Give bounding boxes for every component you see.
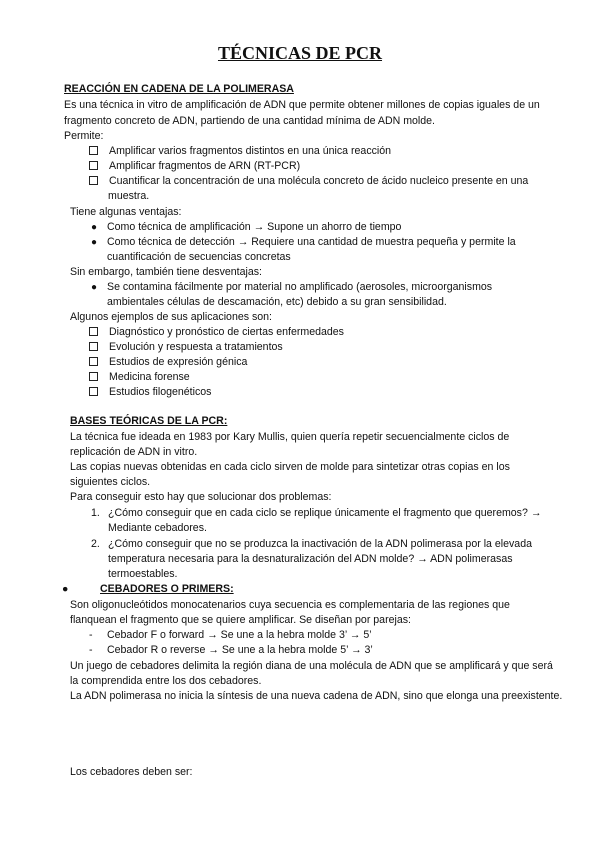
paragraph-line: La técnica fue ideada en 1983 por Kary Mullis, quien quería repetir secuencialmente ciclos de: [70, 431, 510, 443]
paragraph-line: Son oligonucleótidos monocatenarios cuya secuencia es complementaria de las regiones que: [70, 599, 510, 611]
list-item: Estudios de expresión génica: [89, 355, 247, 370]
numbered-item: 2. ¿Cómo conseguir que no se produzca la inactivación de la ADN polimerasa por la elevada: [91, 538, 532, 550]
checkbox-icon: [89, 372, 98, 381]
desventajas-label: Sin embargo, también tiene desventajas:: [70, 266, 262, 278]
checkbox-icon: [89, 387, 98, 396]
bullet-icon: ●: [91, 222, 98, 233]
ventajas-label: Tiene algunas ventajas:: [70, 206, 182, 218]
numbered-item-continuation: termoestables.: [108, 568, 178, 580]
paragraph-line: La ADN polimerasa no inicia la síntesis de una nueva cadena de ADN, sino que elonga una preexistente.: [70, 690, 563, 702]
section-heading-bases: BASES TEÓRICAS DE LA PCR:: [70, 415, 228, 427]
checkbox-icon: [89, 146, 98, 155]
paragraph-line: replicación de ADN in vitro.: [70, 446, 198, 458]
permite-label: Permite:: [64, 130, 104, 142]
section-bullet-icon: ●: [62, 583, 69, 595]
paragraph-line: flanquean el fragmento que se quiere amplificar. Se diseñan por parejas:: [70, 614, 411, 626]
list-item: - Cebador F o forward → Se une a la hebra molde 3’ → 5’: [89, 629, 372, 641]
section-heading-cebadores: CEBADORES O PRIMERS:: [100, 583, 234, 595]
checkbox-icon: [89, 176, 98, 185]
list-item: Cuantificar la concentración de una molécula concreto de ácido nucleico presente en una: [89, 174, 528, 189]
intro-line-1: Es una técnica in vitro de amplificación de ADN que permite obtener millones de copias iguales de un: [64, 99, 540, 111]
paragraph-line: Las copias nuevas obtenidas en cada ciclo sirven de molde para sintetizar otras copias en los: [70, 461, 510, 473]
list-item: Amplificar fragmentos de ARN (RT-PCR): [89, 159, 300, 174]
list-item: Medicina forense: [89, 370, 190, 385]
list-item-continuation: cuantificación de secuencias concretas: [107, 251, 291, 263]
list-item-continuation: ambientales células de descamación, etc) debido a su gran sensibilidad.: [107, 296, 447, 308]
intro-line-2: fragmento concreto de ADN, partiendo de una cantidad mínima de ADN molde.: [64, 115, 435, 127]
paragraph-line: Para conseguir esto hay que solucionar dos problemas:: [70, 491, 332, 503]
bullet-icon: ●: [91, 237, 98, 248]
section-heading-pcr: REACCIÓN EN CADENA DE LA POLIMERASA: [64, 83, 294, 95]
paragraph-line: siguientes ciclos.: [70, 476, 151, 488]
paragraph-line: la comprendida entre los dos cebadores.: [70, 675, 262, 687]
page-title: TÉCNICAS DE PCR: [217, 43, 383, 63]
list-item: ● Como técnica de detección → Requiere una cantidad de muestra pequeña y permite la: [91, 236, 516, 248]
bullet-icon: ●: [91, 282, 98, 293]
checkbox-icon: [89, 342, 98, 351]
paragraph-line: Un juego de cebadores delimita la región diana de una molécula de ADN que se amplificará y que será: [70, 660, 553, 672]
list-item: ● Se contamina fácilmente por material no amplificado (aerosoles, microorganismos: [91, 281, 493, 293]
checkbox-icon: [89, 357, 98, 366]
numbered-item: 1. ¿Cómo conseguir que en cada ciclo se replique únicamente el fragmento que queremos? →: [91, 507, 542, 519]
list-item-continuation: muestra.: [108, 190, 150, 202]
numbered-item-continuation: Mediante cebadores.: [108, 522, 207, 534]
list-item: Estudios filogenéticos: [89, 385, 211, 400]
paragraph-line: Los cebadores deben ser:: [70, 766, 193, 778]
list-item: Amplificar varios fragmentos distintos en una única reacción: [89, 144, 391, 159]
list-item: Evolución y respuesta a tratamientos: [89, 340, 283, 355]
list-item: Diagnóstico y pronóstico de ciertas enfermedades: [89, 325, 344, 340]
checkbox-icon: [89, 161, 98, 170]
numbered-item-continuation: temperatura necesaria para la desnaturalización del ADN molde? → ADN polimerasas: [108, 553, 513, 565]
list-item: ● Como técnica de amplificación → Supone un ahorro de tiempo: [91, 221, 402, 233]
aplicaciones-label: Algunos ejemplos de sus aplicaciones son:: [70, 311, 272, 323]
list-item: - Cebador R o reverse → Se une a la hebra molde 5’ → 3’: [89, 644, 373, 656]
checkbox-icon: [89, 327, 98, 336]
